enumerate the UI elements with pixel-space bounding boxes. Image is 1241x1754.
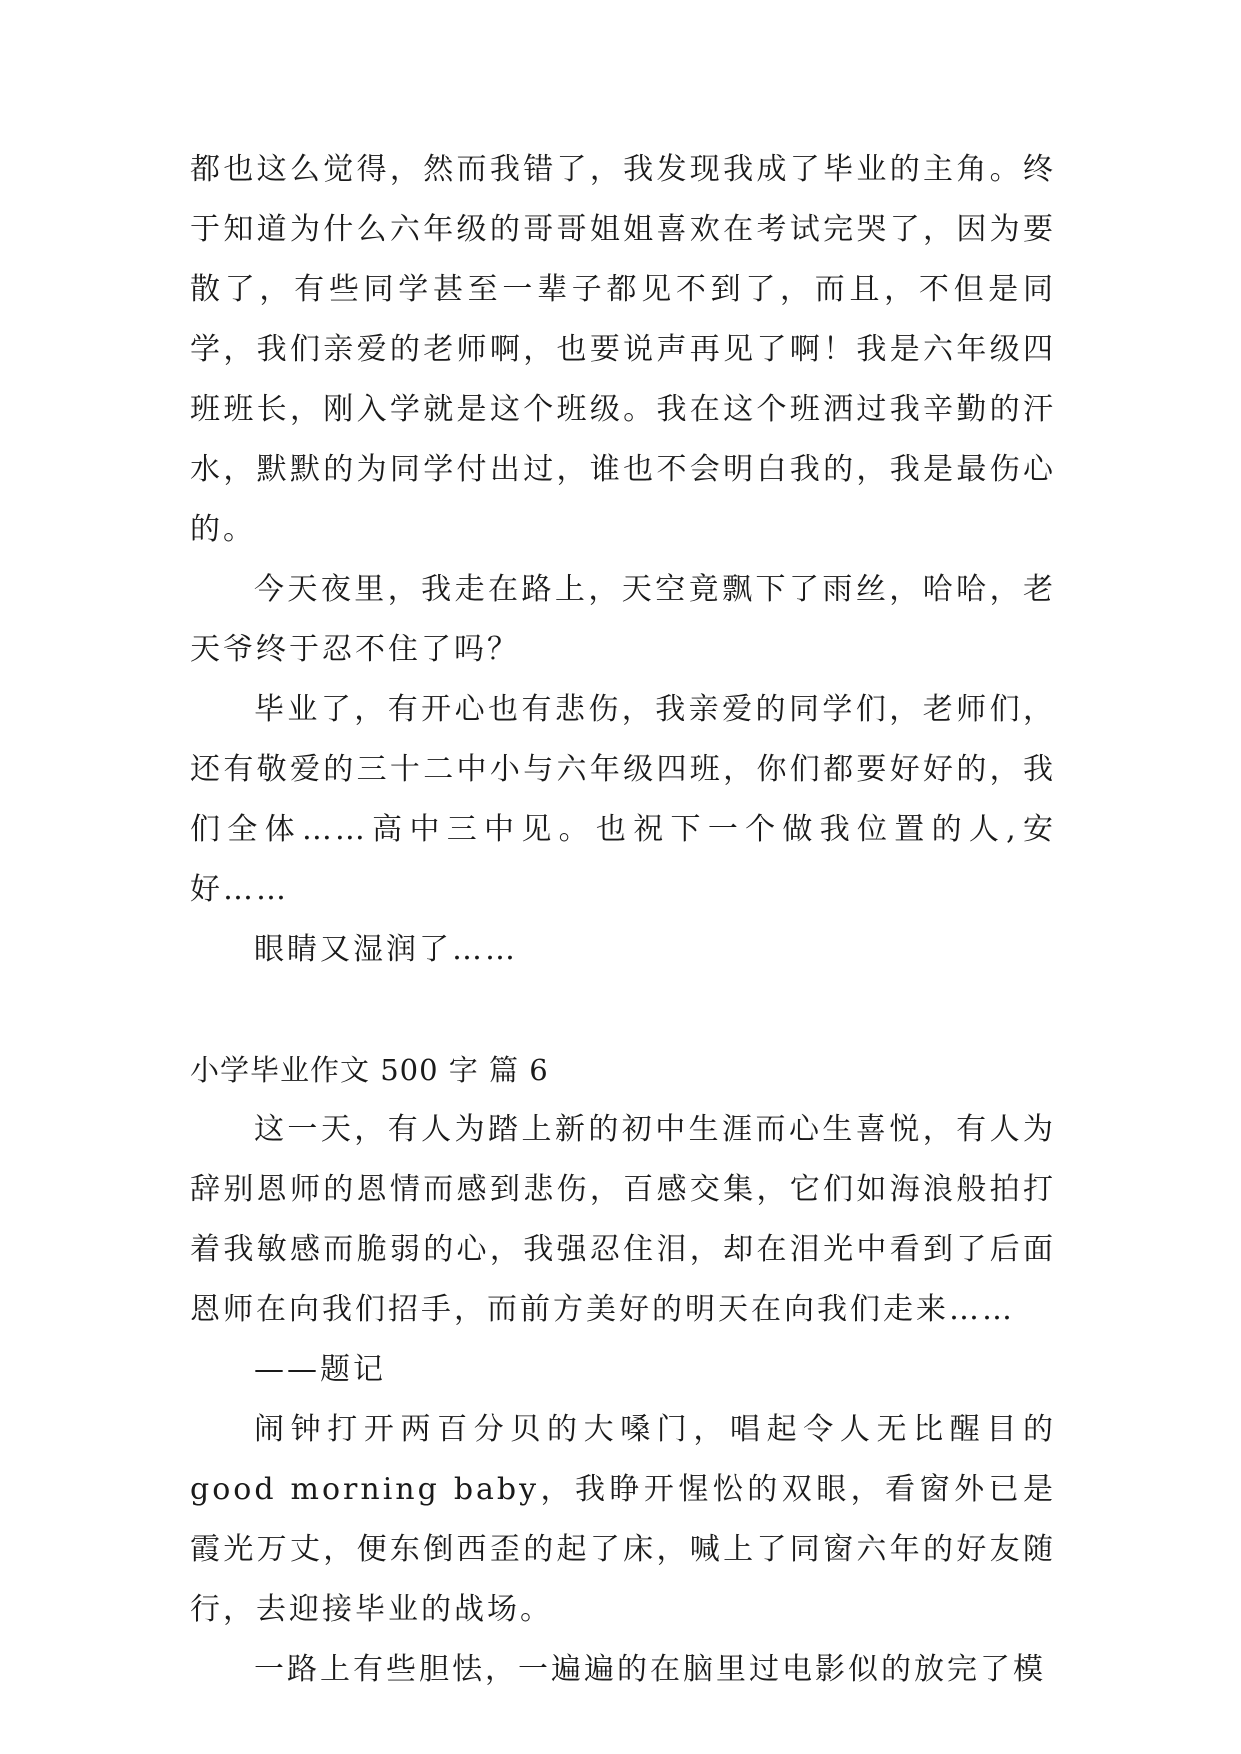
paragraph-7: 闹钟打开两百分贝的大嗓门，唱起令人无比醒目的 good morning baby，我睁开惺忪的双眼，看窗外已是霞光万丈，便东倒西歪的起了床，喊上了同窗六年的好友随行，去迎接毕业的战场。 <box>190 1412 1056 1627</box>
paragraph-1: 都也这么觉得，然而我错了，我发现我成了毕业的主角。终于知道为什么六年级的哥哥姐姐喜欢在考试完哭了，因为要散了，有些同学甚至一辈子都见不到了，而且，不但是同学，我们亲爱的老师啊，也要说声再见了啊！我是六年级四班班长，刚入学就是这个班级。我在这个班洒过我辛勤的汗水，默默的为同学付出过，谁也不会明白我的，我是最伤心的。 <box>190 152 1056 547</box>
paragraph-6: ——题记 <box>254 1352 386 1387</box>
paragraph-3: 毕业了，有开心也有悲伤，我亲爱的同学们，老师们，还有敬爱的三十二中小与六年级四班，你们都要好好的，我们全体……高中三中见。也祝下一个做我位置的人,安好…… <box>190 692 1056 907</box>
paragraph-4: 眼睛又湿润了…… <box>254 932 518 967</box>
paragraph-8: 一路上有些胆怯，一遍遍的在脑里过电影似的放完了模 <box>254 1652 1046 1687</box>
section-gap <box>190 980 1056 1040</box>
paragraph-2: 今天夜里，我走在路上，天空竟飘下了雨丝，哈哈，老天爷终于忍不住了吗？ <box>190 572 1056 667</box>
essay-body <box>190 140 1056 1700</box>
section-heading: 小学毕业作文 500 字 篇 6 <box>190 1053 549 1087</box>
paragraph-5: 这一天，有人为踏上新的初中生涯而心生喜悦，有人为辞别恩师的恩情而感到悲伤，百感交集，它们如海浪般拍打着我敏感而脆弱的心，我强忍住泪，却在泪光中看到了后面恩师在向我们招手，而前方美好的明天在向我们走来…… <box>190 1112 1056 1327</box>
